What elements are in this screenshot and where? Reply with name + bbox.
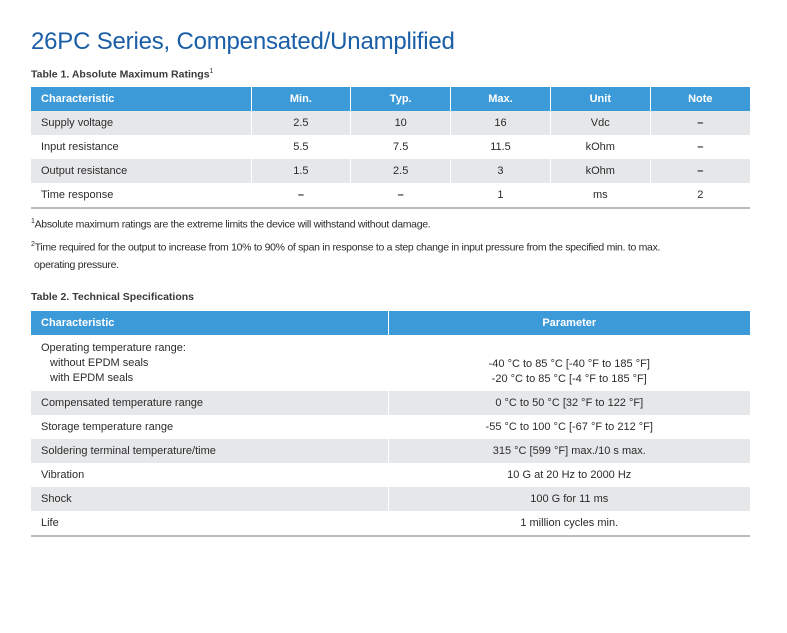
col-header-parameter: Parameter <box>388 311 750 335</box>
table-row <box>31 135 750 159</box>
col-header-characteristic: Characteristic <box>31 87 251 111</box>
col-header-note: Note <box>650 87 750 111</box>
cell-min: 5.5 <box>251 135 351 159</box>
table-row <box>31 463 750 487</box>
cell-characteristic: Storage temperature range <box>31 415 388 439</box>
table-row <box>31 183 750 208</box>
table-row <box>31 487 750 511</box>
cell-parameter: 1 million cycles min. <box>388 511 750 536</box>
cell-max: 11.5 <box>451 135 551 159</box>
cell-typ: 10 <box>351 111 451 135</box>
cell-note: – <box>650 159 750 183</box>
table-row <box>31 391 750 415</box>
col-header-max: Max. <box>451 87 551 111</box>
col-header-min: Min. <box>251 87 351 111</box>
footnote-1: $^1$Absolute maximum ratings are the extreme limits the device will withstand without damage. <box>31 218 431 231</box>
cell-note: 2 <box>650 183 750 208</box>
cell-parameter: 10 G at 20 Hz to 2000 Hz <box>507 469 632 481</box>
cell-max: 1 <box>451 183 551 208</box>
table-row <box>31 415 750 439</box>
col-header-typ: Typ. <box>351 87 451 111</box>
table-row <box>31 159 750 183</box>
cell-max: 16 <box>451 111 551 135</box>
cell-parameter: -40 °C to 85 °C [-40 °F to 185 °F] -20 °C to 85 °C [-4 °F to 185 °F] <box>488 358 650 385</box>
table2-caption: Table 2. Technical Specifications <box>31 291 194 303</box>
footnote-2: $^2$Time required for the output to increase from 10% to 90% of span in response to a step change in input pressure from the specified min. to max. operating pressure. <box>31 241 661 271</box>
cell-characteristic: Input resistance <box>31 135 251 159</box>
cell-typ: 2.5 <box>351 159 451 183</box>
cell-characteristic: Time response <box>31 183 251 208</box>
cell-note: – <box>697 141 704 153</box>
technical-specifications-table <box>31 311 750 537</box>
col-header-unit: Unit <box>550 87 650 111</box>
cell-characteristic: Output resistance <box>31 159 251 183</box>
cell-parameter: -55 °C to 100 °C [-67 °F to 212 °F] <box>485 421 653 433</box>
table-header-row <box>31 87 750 111</box>
cell-unit: ms <box>550 183 650 208</box>
cell-min: 1.5 <box>251 159 351 183</box>
table1-caption: Table 1. Absolute Maximum Ratings$^1$ <box>31 68 214 81</box>
cell-parameter: 0 °C to 50 °C [32 °F to 122 °F] <box>388 391 750 415</box>
cell-parameter: 315 °C [599 °F] max./10 s max. <box>388 439 750 463</box>
table-header-row <box>31 311 750 335</box>
cell-parameter: 100 G for 11 ms <box>388 487 750 511</box>
cell-characteristic: Vibration <box>31 463 388 487</box>
cell-characteristic: Supply voltage <box>31 111 251 135</box>
page-title: 26PC Series, Compensated/Unamplified <box>31 28 455 55</box>
cell-typ: 7.5 <box>351 135 451 159</box>
cell-characteristic: Compensated temperature range <box>31 391 388 415</box>
cell-characteristic: Soldering terminal temperature/time <box>31 439 388 463</box>
cell-characteristic: Shock <box>31 487 388 511</box>
cell-unit: Vdc <box>550 111 650 135</box>
cell-typ: – <box>351 183 451 208</box>
table-row <box>31 335 750 391</box>
table-row <box>31 511 750 536</box>
cell-note: – <box>650 111 750 135</box>
table-row <box>31 111 750 135</box>
cell-max: 3 <box>451 159 551 183</box>
cell-characteristic: Life <box>31 511 388 536</box>
absolute-max-ratings-table <box>31 87 750 209</box>
cell-min: – <box>251 183 351 208</box>
cell-unit: kOhm <box>550 159 650 183</box>
table-row <box>31 439 750 463</box>
cell-min: 2.5 <box>251 111 351 135</box>
col-header-characteristic: Characteristic <box>31 311 388 335</box>
cell-unit: kOhm <box>550 135 650 159</box>
cell-characteristic: Operating temperature range: without EPDM seals with EPDM seals <box>31 335 388 391</box>
